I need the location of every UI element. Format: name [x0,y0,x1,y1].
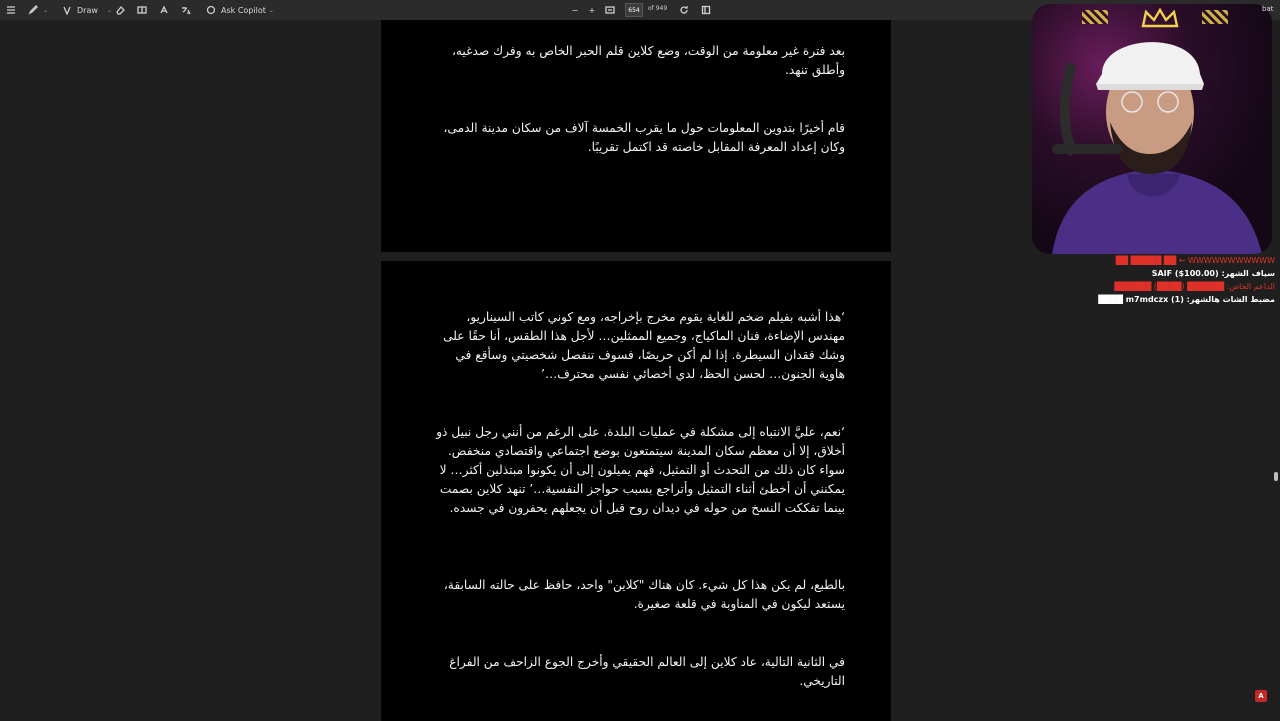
zoom-in-button[interactable] [585,3,599,17]
rotate-icon [677,3,691,17]
page-paragraph: قام أخيرًا بتدوين المعلومات حول ما يقرب الخمسة آلاف من سكان مدينة الدمى، وكان إعداد المعرفة المقابل خاصته قد اكتمل تقريبًا. [443,121,845,154]
zoom-out-button[interactable] [568,3,582,17]
page-paragraph: ‘هذا أشبه بفيلم ضخم للغاية يقوم مخرج بإخراجه، ومع كوني كاتب السيناريو، مهندس الإضاءة، فنان الماكياج، وجميع الممثلين… لأجل هذا الطقس، أنا حقًا على وشك فقدان السيطرة. إذا لم أكن حريصًا، فسوف تنفصل شخصيتي وسأقع في هاوية الجنون… لحسن الحظ، لدي أخصائي نفسي محترف…’ [443,310,845,381]
page-view-icon [699,3,713,17]
draw-button[interactable] [60,3,112,17]
plus-icon: + [588,5,596,15]
pen-icon [60,3,74,17]
translate-button[interactable] [179,3,193,17]
streamer-silhouette [1032,4,1272,254]
chevron-down-icon: ⌄ [43,6,49,14]
page-paragraph: بعد فترة غير معلومة من الوقت، وضع كلاين قلم الحبر الخاص به وفرك صدغيه، وأطلق تنهد. [451,44,845,77]
rotate-button[interactable] [677,3,691,17]
text-box-button[interactable] [135,3,149,17]
chat-line-1: سياف الشهر: SAIF ($100.00) [1151,269,1275,278]
chevron-down-icon: ⌄ [268,6,274,14]
page-total: of 949 [648,5,668,12]
chevron-down-icon: ⌄ [106,6,112,14]
eraser-icon [113,3,127,17]
fit-page-button[interactable] [603,3,617,17]
page-paragraph: ‘نعم، عليَّ الانتباه إلى مشكلة في عمليات البلدة. على الرغم من أنني رجل نبيل ذو أخلاق، إلا أن معظم سكان المدينة سيتمتعون بوضع اجتماعي واقتصادي منخفض. سواء كان ذلك من التحدث أو التمثيل، فهم يميلون إلى أن يكونوا مبتذلين أكثر… لا يمكنني أن أخطئ أثناء التمثيل وأتراجع بسبب حواجز النفسية…’ تنهد كلاين بصمت بينما تفككت النسخ من حوله في ديدان روح قبل أن يجعلهم يحفرون في جسده. [436,425,845,515]
chat-line-3: مضبط الشات هالشهر: m7mdczx (1) ████ [1098,295,1275,304]
draw-label: Draw [77,5,98,15]
highlighter-icon [26,3,40,17]
pdf-app-icon: A [1255,690,1267,702]
translate-icon [179,3,193,17]
scrollbar-thumb[interactable] [1274,472,1278,481]
copilot-icon [204,3,218,17]
fit-page-icon [603,3,617,17]
read-aloud-button[interactable] [157,3,171,17]
contents-button[interactable] [4,3,18,17]
pdf-page [381,20,891,252]
highlight-button[interactable] [26,3,48,17]
chat-line-0: WWWWWWWWWWW ← ██ █████ ██ [1115,256,1275,265]
page-paragraph: في الثانية التالية، عاد كلاين إلى العالم الحقيقي وأخرج الجوع الزاحف من الفراغ التاريخي. [449,655,845,688]
read-aloud-icon [157,3,171,17]
chat-line-2: الداعم الخاص: ██████ (████) ██████ [1114,282,1275,291]
minus-icon: − [571,5,579,15]
list-icon [4,3,18,17]
ask-copilot-label: Ask Copilot [221,5,266,15]
text-box-icon [135,3,149,17]
pdf-page [381,261,891,721]
page-paragraph: بالطبع، لم يكن هذا كل شيء. كان هناك "كلاين" واحد، حافظ على حالته السابقة، يستعد ليكون في المناوبة في قلعة صغيرة. [443,578,845,611]
ask-copilot-button[interactable] [204,3,274,17]
stream-chat-overlay [1060,254,1275,306]
page-number-input[interactable]: 654 [625,3,643,17]
webcam-feed [1032,4,1272,254]
overlay-label: bat [1262,5,1274,13]
eraser-button[interactable] [113,3,127,17]
page-view-button[interactable] [699,3,713,17]
